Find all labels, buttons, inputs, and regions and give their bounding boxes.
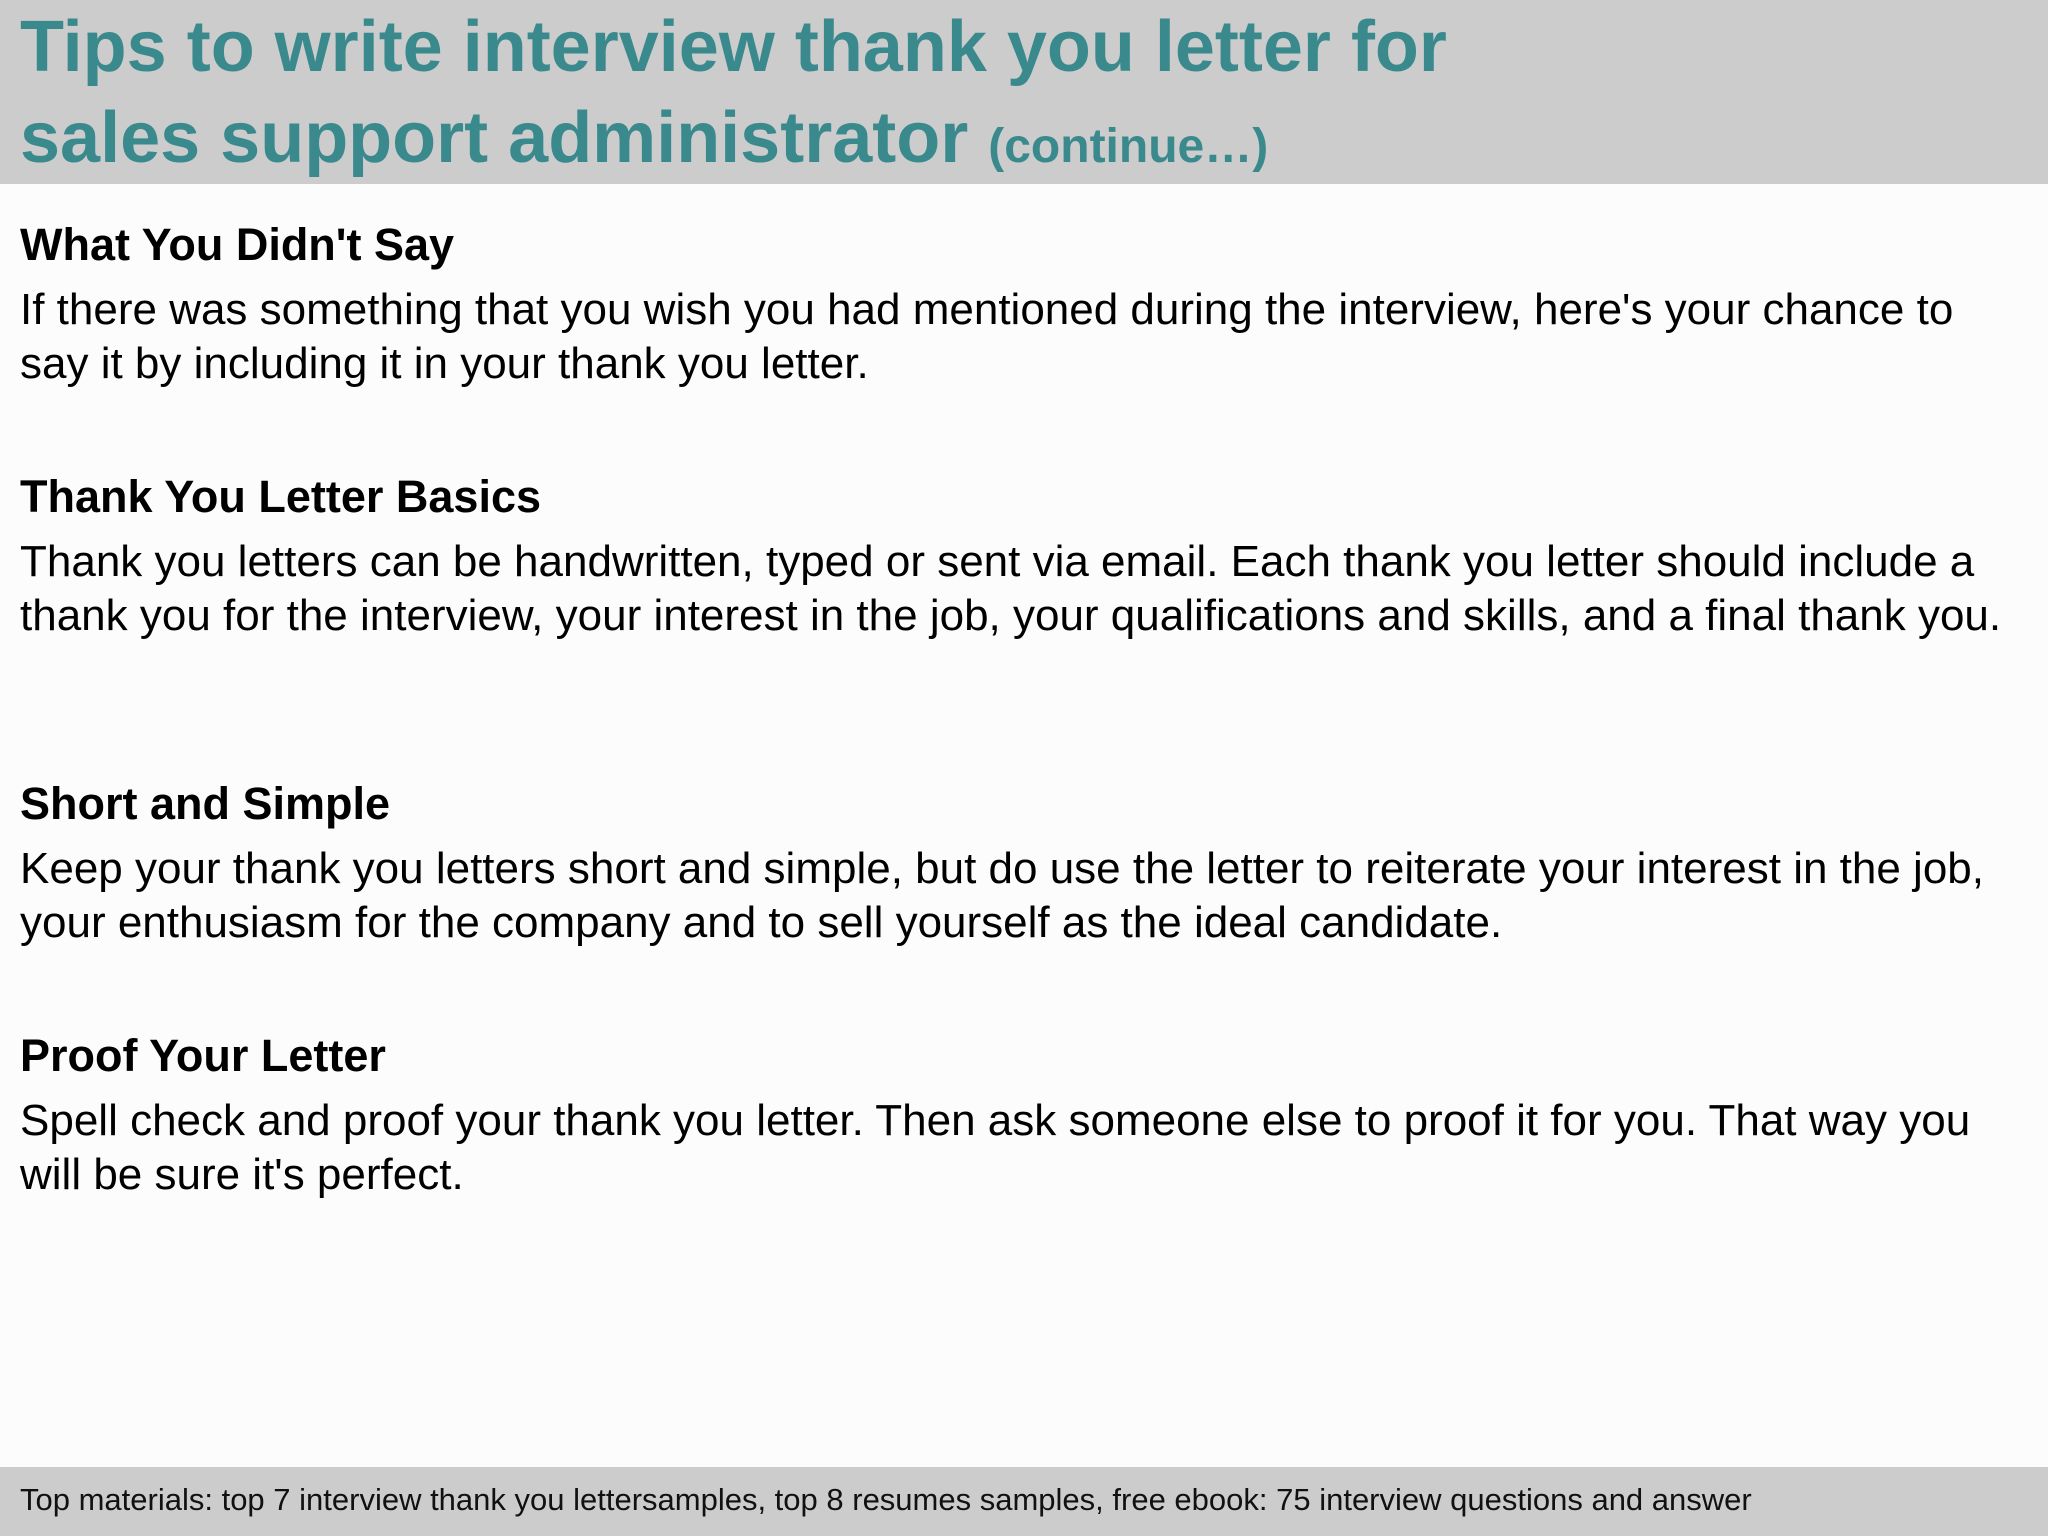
title-line-1: Tips to write interview thank you letter for — [20, 7, 1447, 87]
title-continue: (continue…) — [988, 120, 1269, 173]
section-what-you-didnt-say — [20, 215, 2020, 391]
title-line-2: sales support administrator — [20, 98, 969, 178]
section-body: Spell check and proof your thank you letter. Then ask someone else to proof it for you. That way you will be sure it's perfect. — [20, 1096, 1971, 1199]
section-heading: What You Didn't Say — [20, 219, 455, 270]
slide-title — [20, 2, 1447, 192]
section-proof-your-letter — [20, 1026, 2020, 1202]
footer-text: Top materials: top 7 interview thank you lettersamples, top 8 resumes samples, free ebook: 75 interview questions and answer — [20, 1482, 1752, 1517]
section-short-and-simple — [20, 774, 2020, 950]
section-body: Keep your thank you letters short and simple, but do use the letter to reiterate your interest in the job, your enthusiasm for the company and to sell yourself as the ideal candidate. — [20, 844, 1984, 947]
section-body: If there was something that you wish you had mentioned during the interview, here's your chance to say it by including it in your thank you letter. — [20, 285, 1954, 388]
section-heading: Short and Simple — [20, 778, 391, 829]
section-body: Thank you letters can be handwritten, typed or sent via email. Each thank you letter should include a thank you for the interview, your interest in the job, your qualifications and skills, and a final thank you. — [20, 537, 2002, 640]
footer-bar — [0, 1467, 2048, 1536]
title-bar — [0, 0, 2048, 184]
section-thank-you-letter-basics — [20, 467, 2020, 643]
section-heading: Proof Your Letter — [20, 1030, 386, 1081]
section-heading: Thank You Letter Basics — [20, 471, 541, 522]
